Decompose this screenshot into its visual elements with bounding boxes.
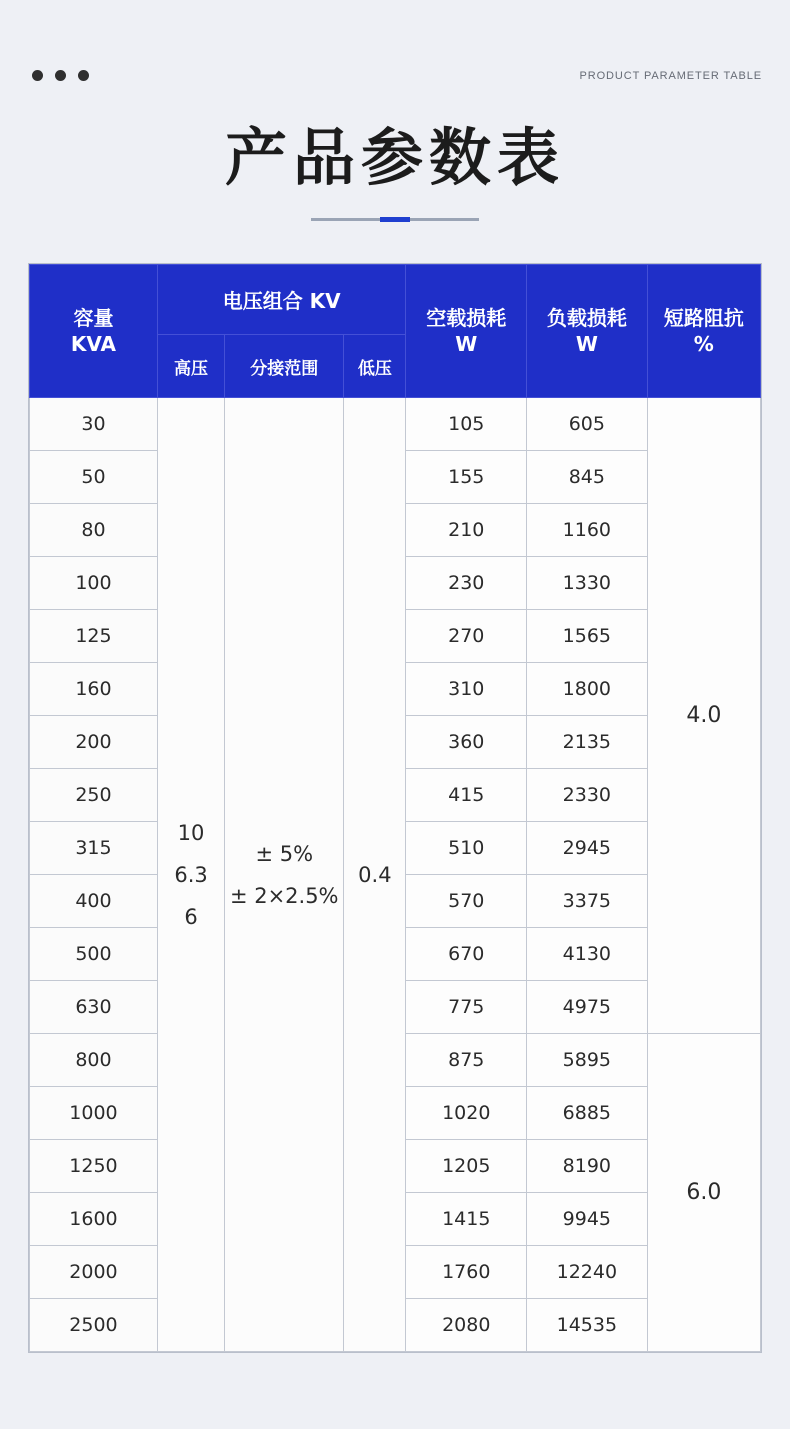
cell-load-loss: 845 xyxy=(527,451,648,504)
cell-capacity: 30 xyxy=(30,398,158,451)
cell-capacity: 50 xyxy=(30,451,158,504)
cell-capacity: 1600 xyxy=(30,1193,158,1246)
cell-capacity: 400 xyxy=(30,875,158,928)
title-divider xyxy=(311,218,479,221)
cell-capacity: 315 xyxy=(30,822,158,875)
cell-no-load-loss: 670 xyxy=(406,928,527,981)
cell-low-voltage: 0.4 xyxy=(344,398,406,1352)
header-low-voltage: 低压 xyxy=(344,335,406,398)
cell-load-loss: 1330 xyxy=(527,557,648,610)
cell-load-loss: 3375 xyxy=(527,875,648,928)
cell-load-loss: 5895 xyxy=(527,1034,648,1087)
table-body xyxy=(30,398,761,1352)
cell-no-load-loss: 510 xyxy=(406,822,527,875)
cell-tap-range xyxy=(225,398,344,1352)
page-header xyxy=(0,0,790,110)
cell-capacity: 250 xyxy=(30,769,158,822)
cell-capacity: 200 xyxy=(30,716,158,769)
cell-capacity: 125 xyxy=(30,610,158,663)
high-voltage-value: 6.3 xyxy=(174,862,208,887)
header-tap-range: 分接范围 xyxy=(225,335,344,398)
header-load-loss-line2: W xyxy=(575,332,598,357)
eyebrow-text: PRODUCT PARAMETER TABLE xyxy=(579,70,762,82)
cell-no-load-loss: 1415 xyxy=(406,1193,527,1246)
cell-load-loss: 4130 xyxy=(527,928,648,981)
header-voltage-group: 电压组合 KV xyxy=(157,265,406,335)
header-load-loss xyxy=(527,265,648,398)
cell-capacity: 800 xyxy=(30,1034,158,1087)
header-capacity-line1: 容量 xyxy=(73,306,114,331)
cell-no-load-loss: 230 xyxy=(406,557,527,610)
cell-load-loss: 2135 xyxy=(527,716,648,769)
cell-load-loss: 14535 xyxy=(527,1299,648,1352)
table-head xyxy=(30,265,761,398)
cell-capacity: 500 xyxy=(30,928,158,981)
cell-load-loss: 1565 xyxy=(527,610,648,663)
cell-load-loss: 1800 xyxy=(527,663,648,716)
cell-capacity: 2500 xyxy=(30,1299,158,1352)
cell-capacity: 1250 xyxy=(30,1140,158,1193)
cell-no-load-loss: 1020 xyxy=(406,1087,527,1140)
header-load-loss-line1: 负载损耗 xyxy=(546,306,627,331)
cell-no-load-loss: 210 xyxy=(406,504,527,557)
cell-no-load-loss: 155 xyxy=(406,451,527,504)
cell-no-load-loss: 360 xyxy=(406,716,527,769)
cell-no-load-loss: 1760 xyxy=(406,1246,527,1299)
cell-capacity: 80 xyxy=(30,504,158,557)
cell-no-load-loss: 105 xyxy=(406,398,527,451)
header-no-load-loss-line1: 空载损耗 xyxy=(426,306,507,331)
cell-no-load-loss: 270 xyxy=(406,610,527,663)
cell-load-loss: 6885 xyxy=(527,1087,648,1140)
high-voltage-value: 6 xyxy=(184,904,198,929)
header-impedance-line1: 短路阻抗 xyxy=(663,306,744,331)
cell-impedance-bottom: 6.0 xyxy=(647,1034,760,1352)
cell-no-load-loss: 875 xyxy=(406,1034,527,1087)
cell-load-loss: 12240 xyxy=(527,1246,648,1299)
header-row-1 xyxy=(30,265,761,335)
header-no-load-loss xyxy=(406,265,527,398)
cell-capacity: 2000 xyxy=(30,1246,158,1299)
header-impedance-line2: % xyxy=(693,332,714,357)
parameter-table xyxy=(29,264,761,1352)
header-high-voltage: 高压 xyxy=(157,335,224,398)
cell-load-loss: 4975 xyxy=(527,981,648,1034)
header-capacity xyxy=(30,265,158,398)
cell-capacity: 1000 xyxy=(30,1087,158,1140)
parameter-table-wrapper xyxy=(28,263,762,1353)
cell-capacity: 160 xyxy=(30,663,158,716)
tap-range-value: ± 5% xyxy=(255,841,314,866)
title-block xyxy=(0,121,790,221)
tap-range-value: ± 2×2.5% xyxy=(229,883,339,908)
cell-load-loss: 1160 xyxy=(527,504,648,557)
cell-no-load-loss: 310 xyxy=(406,663,527,716)
cell-no-load-loss: 1205 xyxy=(406,1140,527,1193)
high-voltage-value: 10 xyxy=(177,820,205,845)
cell-load-loss: 8190 xyxy=(527,1140,648,1193)
cell-no-load-loss: 2080 xyxy=(406,1299,527,1352)
cell-load-loss: 2945 xyxy=(527,822,648,875)
cell-no-load-loss: 415 xyxy=(406,769,527,822)
cell-capacity: 630 xyxy=(30,981,158,1034)
page-title: 产品参数表 xyxy=(224,121,565,194)
header-capacity-line2: KVA xyxy=(70,332,117,357)
cell-load-loss: 2330 xyxy=(527,769,648,822)
three-dots-icon xyxy=(32,70,89,81)
header-impedance xyxy=(647,265,760,398)
cell-no-load-loss: 570 xyxy=(406,875,527,928)
cell-capacity: 100 xyxy=(30,557,158,610)
cell-impedance-top: 4.0 xyxy=(647,398,760,1034)
cell-no-load-loss: 775 xyxy=(406,981,527,1034)
cell-high-voltage xyxy=(157,398,224,1352)
cell-load-loss: 9945 xyxy=(527,1193,648,1246)
cell-load-loss: 605 xyxy=(527,398,648,451)
table-row xyxy=(30,398,761,451)
header-no-load-loss-line2: W xyxy=(455,332,478,357)
